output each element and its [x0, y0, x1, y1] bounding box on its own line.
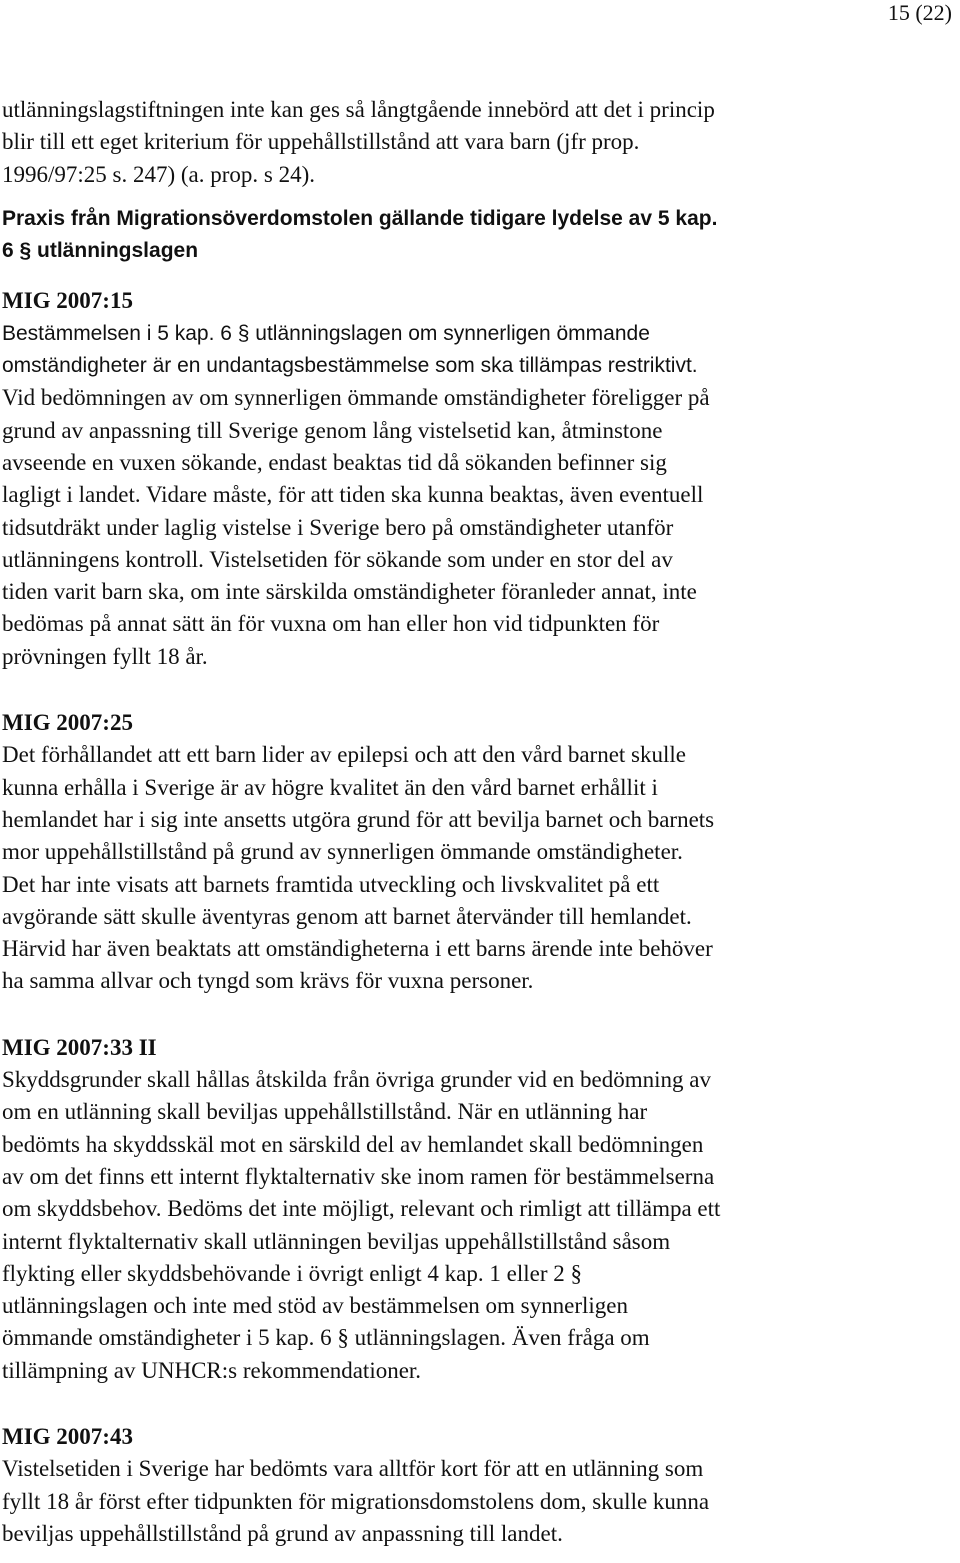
case-body-line: mor uppehållstillstånd på grund av synnerligen ömmande omständigheter. [2, 839, 683, 865]
section-heading [2, 203, 952, 268]
case-body-line: avgörande sätt skulle äventyras genom att barnet återvänder till hemlandet. [2, 903, 692, 929]
case-body-line: av om det finns ett internt flyktalternativ ske inom ramen för bestämmelserna [2, 1163, 715, 1189]
case-body [2, 382, 952, 673]
case-block [2, 285, 952, 673]
case-body-line: utlänningslagen och inte med stöd av bestämmelsen om synnerligen [2, 1293, 628, 1319]
case-block [2, 1032, 952, 1387]
case-body-line: fyllt 18 år först efter tidpunkten för migrationsdomstolens dom, skulle kunna [2, 1488, 710, 1514]
case-block [2, 1421, 952, 1550]
case-body-line: ha samma allvar och tyngd som krävs för vuxna personer. [2, 968, 534, 994]
case-body-line: beviljas uppehållstillstånd på grund av anpassning till landet. [2, 1520, 563, 1546]
page-content [2, 94, 952, 1550]
case-body-line: tidsutdräkt under laglig vistelse i Sverige bero på omständigheter utanför [2, 514, 674, 540]
case-body-line: grund av anpassning till Sverige genom lång vistelsetid kan, åtminstone [2, 417, 663, 443]
case-body-line: Det förhållandet att ett barn lider av epilepsi och att den vård barnet skulle [2, 742, 686, 768]
case-body-line: Det har inte visats att barnets framtida utveckling och livskvalitet på ett [2, 871, 660, 897]
case-body-line: Skyddsgrunder skall hållas åtskilda från övriga grunder vid en bedömning av [2, 1067, 712, 1093]
page-number: 15 (22) [887, 0, 952, 25]
case-title: MIG 2007:25 [2, 710, 133, 736]
case-title: MIG 2007:33 II [2, 1034, 157, 1060]
intro-line: blir till ett eget kriterium för uppehållstillstånd att vara barn (jfr prop. [2, 129, 640, 155]
case-block [2, 707, 952, 998]
case-body-line: Härvid har även beaktats att omständigheterna i ett barns ärende inte behöver [2, 936, 713, 962]
case-summary-line: omständigheter är en undantagsbestämmelse som ska tillämpas restriktivt. [2, 354, 698, 378]
section-heading-line: Praxis från Migrationsöverdomstolen gällande tidigare lydelse av 5 kap. [2, 206, 718, 230]
case-body-line: bedömas på annat sätt än för vuxna om han eller hon vid tidpunkten för [2, 611, 660, 637]
case-body-line: tillämpning av UNHCR:s rekommendationer. [2, 1357, 422, 1383]
case-body-line: Vid bedömningen av om synnerligen ömmande omständigheter föreligger på [2, 385, 710, 411]
section-heading-line: 6 § utlänningslagen [2, 239, 199, 263]
intro-line: utlänningslagstiftningen inte kan ges så långtgående innebörd att det i princip [2, 97, 715, 122]
case-body-line: hemlandet har i sig inte ansetts utgöra grund för att bevilja barnet och barnets [2, 806, 715, 832]
case-body [2, 739, 952, 997]
case-body-line: lagligt i landet. Vidare måste, för att tiden ska kunna beaktas, även eventuell [2, 482, 704, 508]
case-body [2, 1064, 952, 1387]
case-body-line: Vistelsetiden i Sverige har bedömts vara alltför kort för att en utlänning som [2, 1456, 704, 1482]
case-body-line: avseende en vuxen sökande, endast beaktas tid då sökanden befinner sig [2, 449, 667, 475]
case-title: MIG 2007:43 [2, 1423, 133, 1449]
intro-line: 1996/97:25 s. 247) (a. prop. s 24). [2, 161, 316, 187]
case-body-line: kunna erhålla i Sverige är av högre kvalitet än den vård barnet erhållit i [2, 774, 658, 800]
case-body-line: flykting eller skyddsbehövande i övrigt enligt 4 kap. 1 eller 2 § [2, 1260, 582, 1286]
case-body-line: om skyddsbehov. Bedöms det inte möjligt, relevant och rimligt att tillämpa ett [2, 1196, 721, 1222]
case-body-line: om en utlänning skall beviljas uppehållstillstånd. När en utlänning har [2, 1099, 648, 1125]
case-body-line: ömmande omständigheter i 5 kap. 6 § utlänningslagen. Även fråga om [2, 1325, 650, 1351]
case-title: MIG 2007:15 [2, 288, 133, 314]
intro-paragraph [2, 94, 952, 191]
case-body-line: bedömts ha skyddsskäl mot en särskild del av hemlandet skall bedömningen [2, 1131, 704, 1157]
case-body-line: internt flyktalternativ skall utlänningen beviljas uppehållstillstånd såsom [2, 1228, 671, 1254]
case-summary-line: Bestämmelsen i 5 kap. 6 § utlänningslagen om synnerligen ömmande [2, 321, 650, 345]
case-body-line: tiden varit barn ska, om inte särskilda omständigheter föranleder annat, inte [2, 579, 697, 605]
case-body-line: prövningen fyllt 18 år. [2, 643, 208, 669]
case-body [2, 1453, 952, 1550]
case-body-line: utlänningens kontroll. Vistelsetiden för sökande som under en stor del av [2, 546, 673, 572]
case-summary [2, 318, 952, 383]
